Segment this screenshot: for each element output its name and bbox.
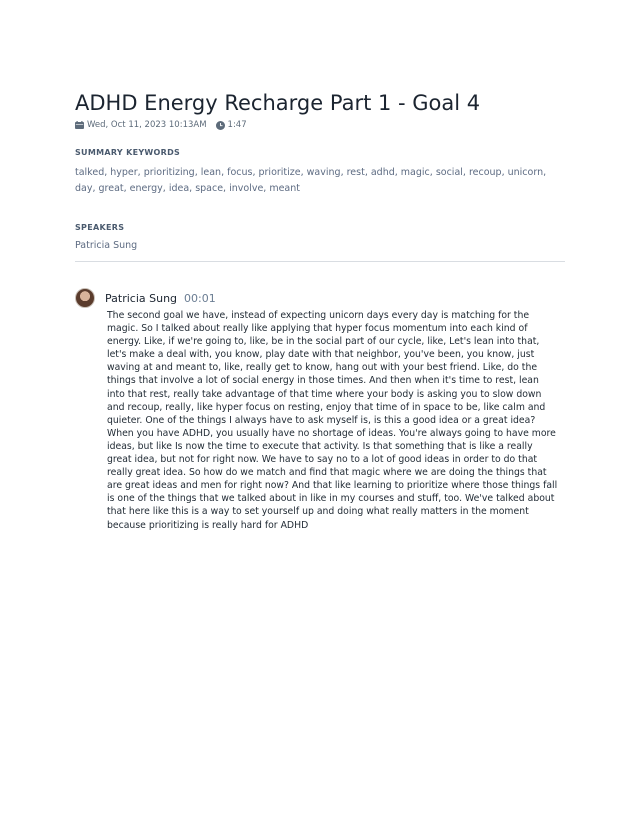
calendar-icon	[75, 121, 84, 129]
clock-icon	[216, 121, 225, 130]
summary-keywords-label: SUMMARY KEYWORDS	[75, 148, 181, 157]
speaker-name: Patricia Sung	[105, 291, 178, 305]
speakers-list: Patricia Sung	[75, 240, 138, 251]
timestamp-link[interactable]: 00:01	[184, 291, 216, 305]
avatar	[75, 288, 95, 308]
divider	[75, 261, 565, 262]
date-item	[75, 120, 207, 130]
document-header	[75, 88, 565, 262]
duration-text: 1:47	[227, 120, 247, 130]
document-title: ADHD Energy Recharge Part 1 - Goal 4	[75, 91, 481, 115]
speakers-label: SPEAKERS	[75, 223, 125, 232]
date-text: Wed, Oct 11, 2023 10:13AM	[87, 120, 207, 130]
speaker-row	[75, 288, 565, 308]
transcript-text: The second goal we have, instead of expecting unicorn days every day is matching for the magic. So I talked about really like applying that hyper focus momentum into each kind of energy. Like, if we're going to, like, be in the social part of our cycle, like, Let's lean into that, let's make a deal with, you know, play date with that neighbor, you've been, you know, just waving at and meant to, like, really get to know, hang out with your best friend. Like, do the things that involve a lot of social energy in those times. And then when it's time to rest, lean into that rest, really take advantage of that time where your body is asking you to slow down and recoup, really, like hyper focus on resting, enjoy that time of in space to be, like calm and quieter. One of the things I always have to ask myself is, is this a good idea or a great idea? When you have ADHD, you usually have no shortage of ideas. You're always going to have more ideas, but like Is now the time to execute that activity. Is that something that is like a really great idea, but not for right now. We have to say no to a lot of good ideas in order to do that really great idea. So how do we match and find that magic where we are doing the things that are great ideas and men for right now? And that like learning to prioritize where those things fall is one of the things that we talked about in like in my courses and stuff, too. We've talked about that here like this is a way to set yourself up and doing what really matters in the moment because prioritizing is really hard for ADHD	[107, 310, 558, 531]
meta-row	[75, 119, 565, 131]
transcript-entry	[75, 288, 565, 532]
summary-keywords: talked, hyper, prioritizing, lean, focus, prioritize, waving, rest, adhd, magic, social, recoup, unicorn, day, great, energy, idea, space, involve, meant	[75, 167, 547, 194]
duration-item	[216, 120, 247, 130]
